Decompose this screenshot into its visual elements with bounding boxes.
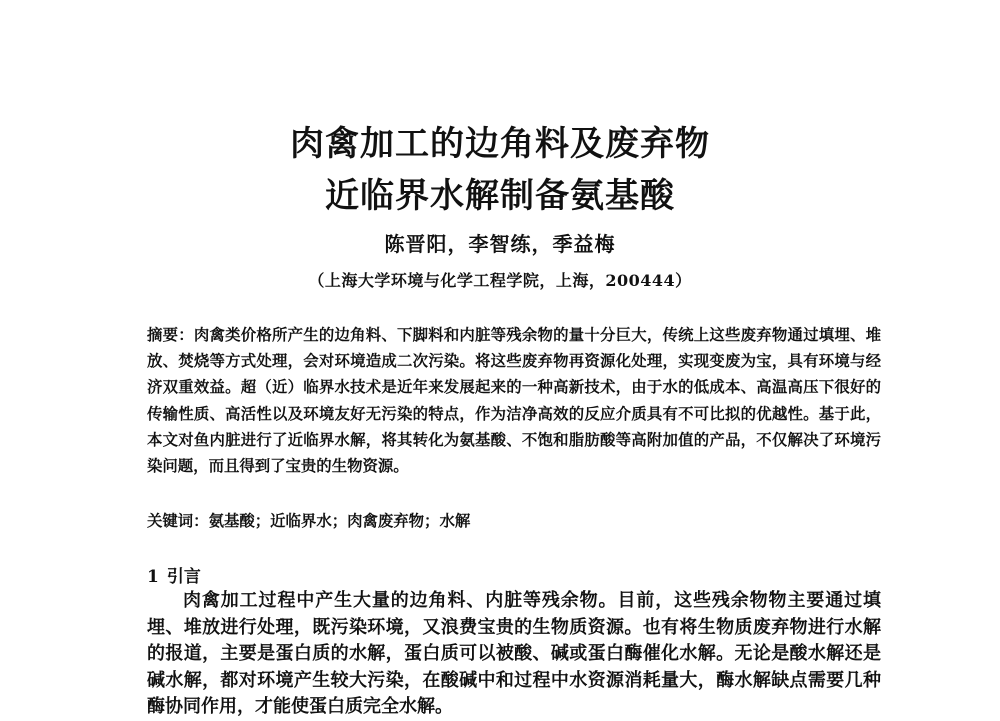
keywords-text: 氨基酸；近临界水；肉禽废弃物；水解	[208, 512, 471, 530]
paper-title-line-1: 肉禽加工的边角料及废弃物	[290, 124, 710, 164]
keywords-label: 关键词：	[147, 512, 209, 530]
body-paragraph: 肉禽加工过程中产生大量的边角料、内脏等残余物。目前，这些残余物物主要通过填埋、堆放进行处理，既污染环境，又浪费宝贵的生物质资源。也有将生物质废弃物进行水解的报道，主要是蛋白质的水解，蛋白质可以被酸、碱或蛋白酶催化水解。无论是酸水解还是碱水解，都对环境产生较大污染，在酸碱中和过程中水资源消耗量大，酶水解缺点需要几种酶协同作用，才能使蛋白质完全水解。	[147, 590, 881, 717]
abstract-text: 肉禽类价格所产生的边角料、下脚料和内脏等残余物的量十分巨大，传统上这些废弃物通过填埋、堆放、焚烧等方式处理，会对环境造成二次污染。将这些废弃物再资源化处理，实现变废为宝，具有环境与经济双重效益。超（近）临界水技术是近年来发展起来的一种高新技术，由于水的低成本、高温高压下很好的传输性质、高活性以及环境友好无污染的特点，作为洁净高效的反应介质具有不可比拟的优越性。基于此，本文对鱼内脏进行了近临界水解，将其转化为氨基酸、不饱和脂肪酸等高附加值的产品，不仅解决了环境污染问题，而且得到了宝贵的生物资源。	[147, 326, 881, 476]
section-title: 引言	[166, 567, 201, 587]
keywords-block	[147, 508, 881, 534]
author-list: 陈晋阳，李智练，季益梅	[384, 232, 616, 256]
abstract-block	[147, 322, 881, 479]
paper-title-line-2: 近临界水解制备氨基酸	[325, 176, 675, 216]
section-number: 1	[147, 567, 159, 587]
abstract-label: 摘要：	[147, 326, 194, 344]
section-heading	[147, 562, 201, 587]
author-affiliation: （上海大学环境与化学工程学院，上海，200444）	[308, 271, 692, 290]
